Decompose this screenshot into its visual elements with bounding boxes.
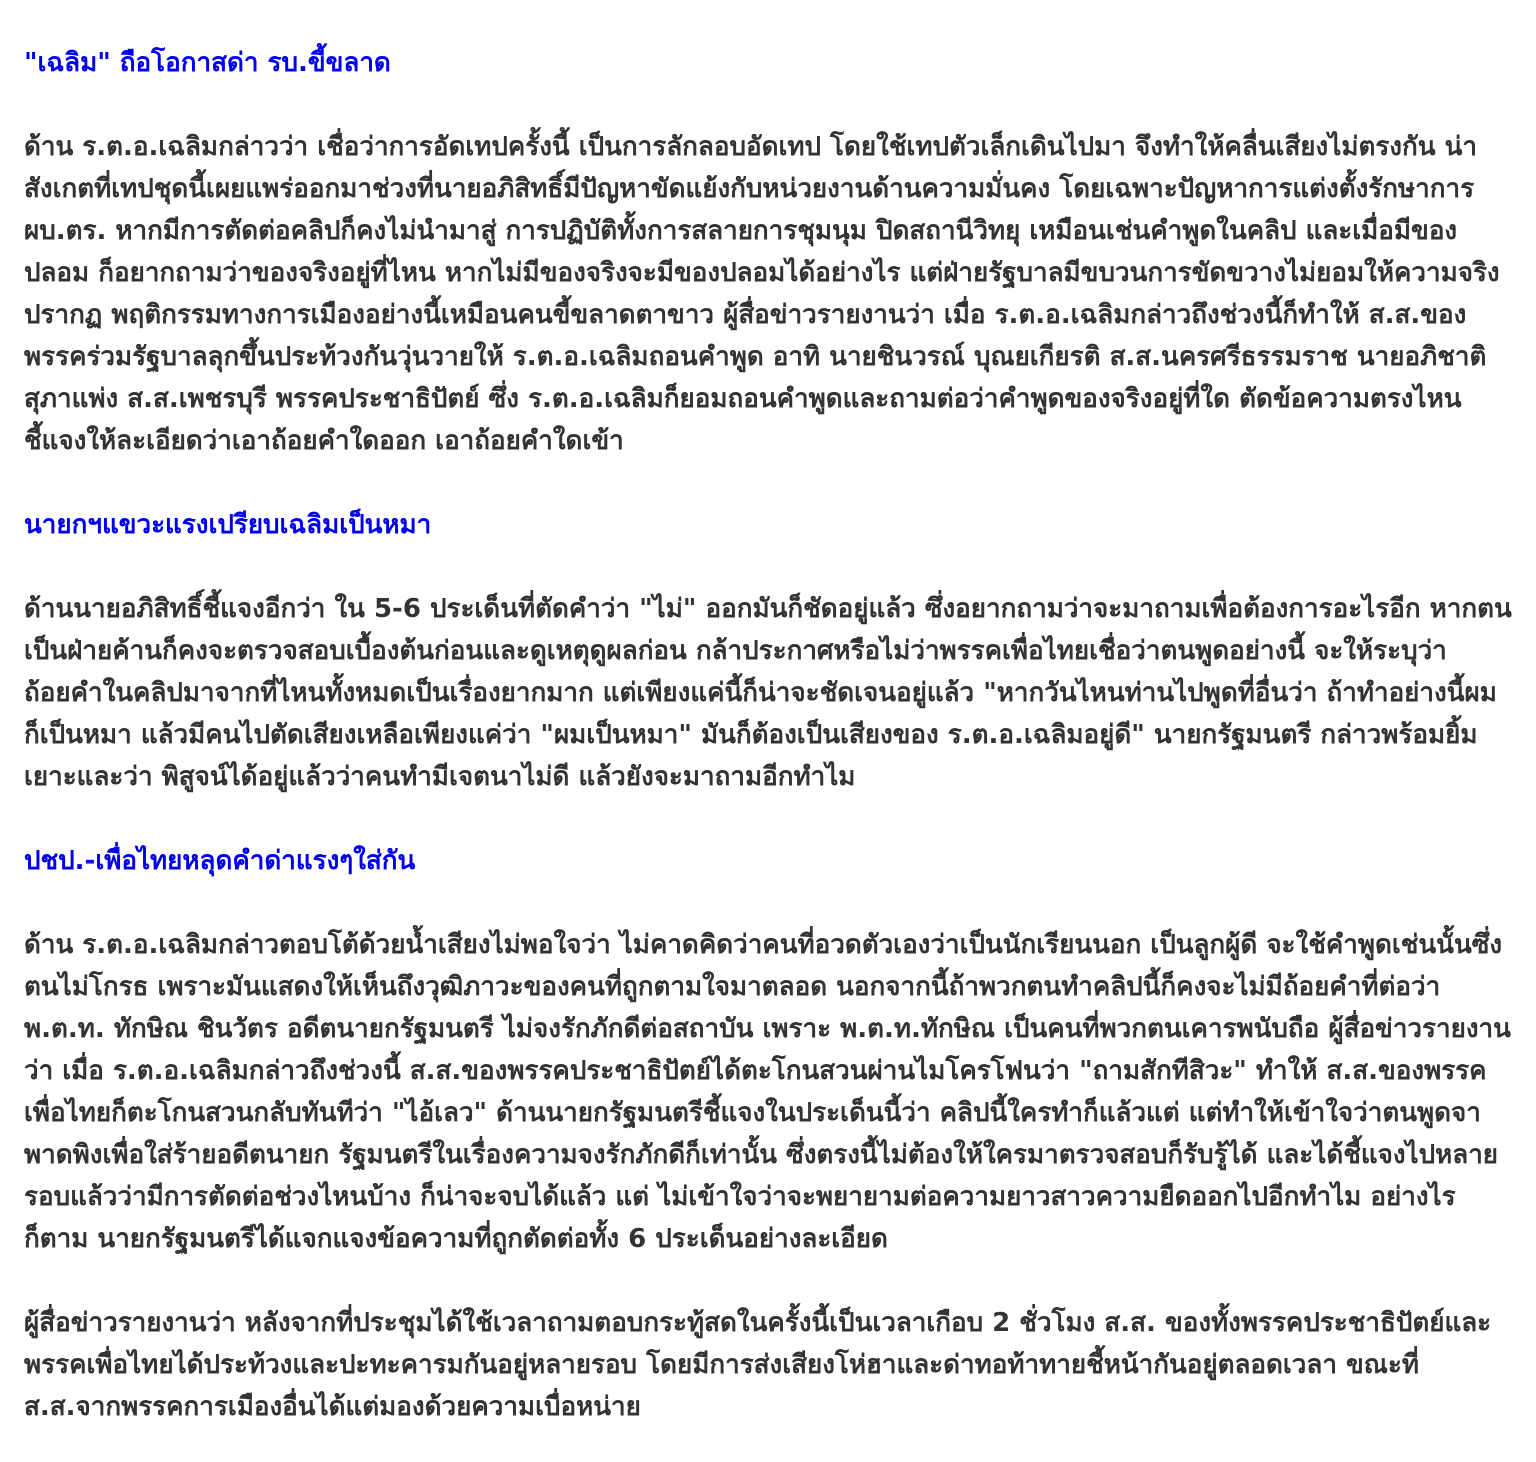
section-heading-pm-remark: นายกฯแขวะแรงเปรียบเฉลิมเป็นหมา [24, 510, 432, 540]
spacer [24, 462, 1512, 504]
spacer [24, 546, 1512, 588]
news-article [24, 42, 1512, 1428]
section-heading-party-clash: ปชป.-เพื่อไทยหลุดคำด่าแรงๆใส่กัน [24, 846, 416, 876]
spacer [24, 1260, 1512, 1302]
section-heading-chalerm: "เฉลิม" ถือโอกาสด่า รบ.ขี้ขลาด [24, 48, 391, 78]
spacer [24, 84, 1512, 126]
spacer [24, 882, 1512, 924]
article-paragraph: ด้าน ร.ต.อ.เฉลิมกล่าวตอบโต้ด้วยน้ำเสียงไม่พอใจว่า ไม่คาดคิดว่าคนที่อวดตัวเองว่าเป็นนักเรียนนอก เป็นลูกผู้ดี จะใช้คำพูดเช่นนั้นซึ่งตนไม่โกรธ เพราะมันแสดงให้เห็นถึงวุฒิภาวะของคนที่ถูกตามใจมาตลอด นอกจากนี้ถ้าพวกตนทำคลิปนี้ก็คงจะไม่มีถ้อยคำที่ต่อว่า พ.ต.ท. ทักษิณ ชินวัตร อดีตนายกรัฐมนตรี ไม่จงรักภักดีต่อสถาบัน เพราะ พ.ต.ท.ทักษิณ เป็นคนที่พวกตนเคารพนับถือ ผู้สื่อข่าวรายงานว่า เมื่อ ร.ต.อ.เฉลิมกล่าวถึงช่วงนี้ ส.ส.ของพรรคประชาธิปัตย์ได้ตะโกนสวนผ่านไมโครโฟนว่า "ถามสักทีสิวะ" ทำให้ ส.ส.ของพรรคเพื่อไทยก็ตะโกนสวนกลับทันทีว่า "ไอ้เลว" ด้านนายกรัฐมนตรีชี้แจงในประเด็นนี้ว่า คลิปนี้ใครทำก็แล้วแต่ แต่ทำให้เข้าใจว่าตนพูดจาพาดพิงเพื่อใส่ร้ายอดีตนายก รัฐมนตรีในเรื่องความจงรักภักดีก็เท่านั้น ซึ่งตรงนี้ไม่ต้องให้ใครมาตรวจสอบก็รับรู้ได้ และได้ชี้แจงไปหลายรอบแล้วว่ามีการตัดต่อช่วงไหนบ้าง ก็น่าจะจบได้แล้ว แต่ ไม่เข้าใจว่าจะพยายามต่อความยาวสาวความยืดออกไปอีกทำไม อย่างไรก็ตาม นายกรัฐมนตรีได้แจกแจงข้อความที่ถูกตัดต่อทั้ง 6 ประเด็นอย่างละเอียด [24, 930, 1511, 1254]
spacer [24, 798, 1512, 840]
article-paragraph: ด้าน ร.ต.อ.เฉลิมกล่าวว่า เชื่อว่าการอัดเทปครั้งนี้ เป็นการลักลอบอัดเทป โดยใช้เทปตัวเล็กเดินไปมา จึงทำให้คลื่นเสียงไม่ตรงกัน น่าสังเกตที่เทปชุดนี้เผยแพร่ออกมาช่วงที่นายอภิสิทธิ์มีปัญหาขัดแย้งกับหน่วยงานด้านความมั่นคง โดยเฉพาะปัญหาการแต่งตั้งรักษาการ ผบ.ตร. หากมีการตัดต่อคลิปก็คงไม่นำมาสู่ การปฏิบัติทั้งการสลายการชุมนุม ปิดสถานีวิทยุ เหมือนเช่นคำพูดในคลิป และเมื่อมีของปลอม ก็อยากถามว่าของจริงอยู่ที่ไหน หากไม่มีของจริงจะมีของปลอมได้อย่างไร แต่ฝ่ายรัฐบาลมีขบวนการขัดขวางไม่ยอมให้ความจริงปรากฏ พฤติกรรมทางการเมืองอย่างนี้เหมือนคนขี้ขลาดตาขาว ผู้สื่อข่าวรายงานว่า เมื่อ ร.ต.อ.เฉลิมกล่าวถึงช่วงนี้ก็ทำให้ ส.ส.ของพรรคร่วมรัฐบาลลุกขึ้นประท้วงกันวุ่นวายให้ ร.ต.อ.เฉลิมถอนคำพูด อาทิ นายชินวรณ์ บุณยเกียรติ ส.ส.นครศรีธรรมราช นายอภิชาติ สุภาแพ่ง ส.ส.เพชรบุรี พรรคประชาธิปัตย์ ซึ่ง ร.ต.อ.เฉลิมก็ยอมถอนคำพูดและถามต่อว่าคำพูดของจริงอยู่ที่ใด ตัดข้อความตรงไหน ชี้แจงให้ละเอียดว่าเอาถ้อยคำใดออก เอาถ้อยคำใดเข้า [24, 132, 1500, 456]
article-paragraph: ผู้สื่อข่าวรายงานว่า หลังจากที่ประชุมได้ใช้เวลาถามตอบกระทู้สดในครั้งนี้เป็นเวลาเกือบ 2 ชั่วโมง ส.ส. ของทั้งพรรคประชาธิปัตย์และพรรคเพื่อไทยได้ประท้วงและปะทะคารมกันอยู่หลายรอบ โดยมีการส่งเสียงโห่ฮาและด่าทอท้าทายชี้หน้ากันอยู่ตลอดเวลา ขณะที่ ส.ส.จากพรรคการเมืองอื่นได้แต่มองด้วยความเบื่อหน่าย [24, 1308, 1492, 1422]
article-paragraph: ด้านนายอภิสิทธิ์ชี้แจงอีกว่า ใน 5-6 ประเด็นที่ตัดคำว่า "ไม่" ออกมันก็ชัดอยู่แล้ว ซึ่งอยากถามว่าจะมาถามเพื่อต้องการอะไรอีก หากตนเป็นฝ่ายค้านก็คงจะตรวจสอบเบื้องต้นก่อนและดูเหตุดูผลก่อน กล้าประกาศหรือไม่ว่าพรรคเพื่อไทยเชื่อว่าตนพูดอย่างนี้ จะให้ระบุว่าถ้อยคำในคลิปมาจากที่ไหนทั้งหมดเป็นเรื่องยากมาก แต่เพียงแค่นี้ก็น่าจะชัดเจนอยู่แล้ว "หากวันไหนท่านไปพูดที่อื่นว่า ถ้าทำอย่างนี้ผมก็เป็นหมา แล้วมีคนไปตัดเสียงเหลือเพียงแค่ว่า "ผมเป็นหมา" มันก็ต้องเป็นเสียงของ ร.ต.อ.เฉลิมอยู่ดี" นายกรัฐมนตรี กล่าวพร้อมยิ้มเยาะและว่า พิสูจน์ได้อยู่แล้วว่าคนทำมีเจตนาไม่ดี แล้วยังจะมาถามอีกทำไม [24, 594, 1512, 792]
